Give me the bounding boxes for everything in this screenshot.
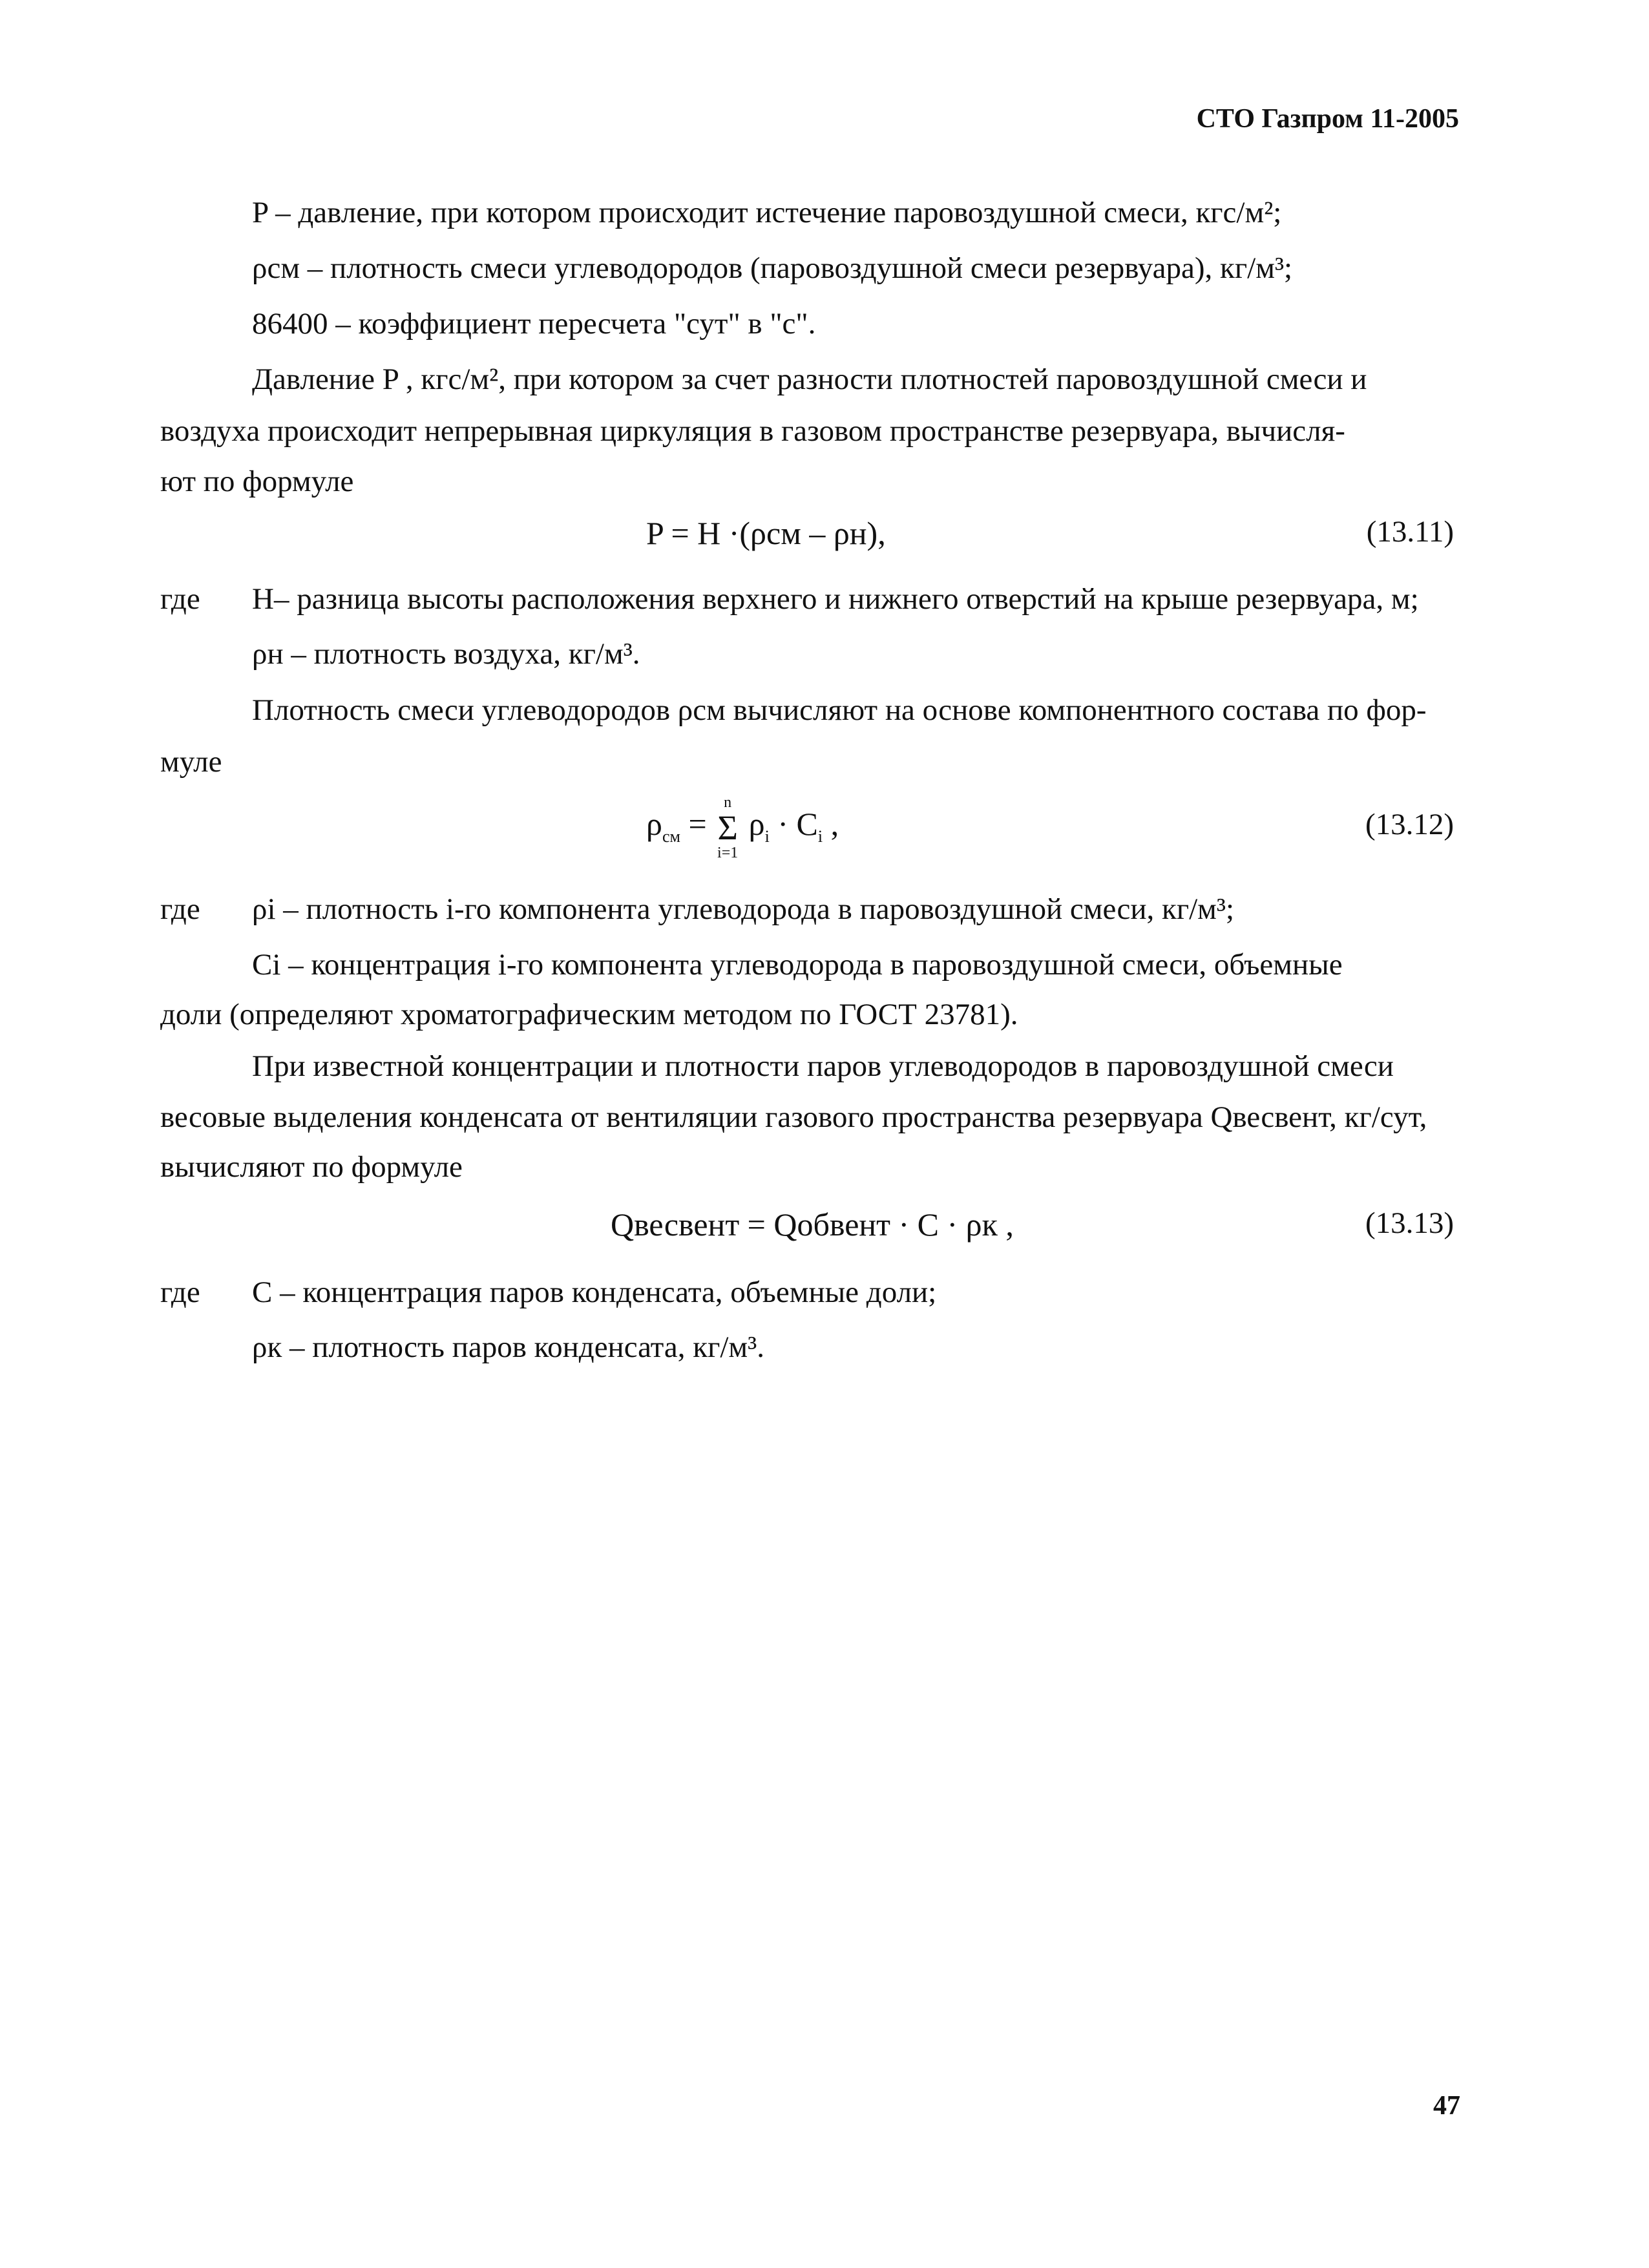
- paragraph-pressure-line-1: Давление P , кгс/м², при котором за счет разности плотностей паровоздушной смеси и: [252, 362, 1367, 396]
- equation-13-12-left: $\rho_{см}$ =: [646, 806, 715, 846]
- equation-13-13-text: Qвесвент = Qобвент · C · ρк ,: [611, 1206, 1014, 1243]
- where-label-1: где: [160, 582, 200, 616]
- definition-rho-i: ρi – плотность i-го компонента углеводорода в паровоздушной смеси, кг/м³;: [252, 892, 1235, 926]
- equation-13-11-text: P = H ·(ρсм – ρн),: [646, 515, 886, 551]
- where-label-2: где: [160, 892, 200, 926]
- equation-13-11: [646, 514, 886, 552]
- paragraph-pressure-line-2: воздуха происходит непрерывная циркуляция в газовом пространстве резервуара, вычисля-: [160, 414, 1345, 448]
- paragraph-condensate-line-1: При известной концентрации и плотности паров углеводородов в паровоздушной смеси: [252, 1049, 1394, 1083]
- paragraph-condensate-line-3: вычисляют по формуле: [160, 1150, 463, 1184]
- paragraph-pressure-line-3: ют по формуле: [160, 465, 354, 498]
- equation-13-13: [611, 1205, 1014, 1244]
- equation-13-12-right: $\rho_i \cdot C_i$ ,: [748, 806, 839, 846]
- definition-rho-sm: ρсм – плотность смеси углеводородов (паровоздушной смеси резервуара), кг/м³;: [252, 251, 1293, 285]
- summation-symbol: Σ n i=1: [715, 810, 740, 845]
- paragraph-density-line-2: муле: [160, 745, 222, 779]
- equation-number-13-11: (13.11): [1366, 515, 1454, 549]
- where-label-3: где: [160, 1276, 200, 1309]
- definition-ci-line-2: доли (определяют хроматографическим методом по ГОСТ 23781).: [160, 998, 1018, 1031]
- definition-rho-n: ρн – плотность воздуха, кг/м³.: [252, 637, 640, 671]
- equation-number-13-13: (13.13): [1365, 1206, 1454, 1240]
- definition-h: H– разница высоты расположения верхнего и нижнего отверстий на крыше резервуара, м;: [252, 582, 1419, 616]
- definition-86400: 86400 – коэффициент пересчета "сут" в "с".: [252, 307, 816, 341]
- paragraph-condensate-line-2: весовые выделения конденсата от вентиляции газового пространства резервуара Qвесвент, кг/сут,: [160, 1100, 1427, 1134]
- definition-p: P – давление, при котором происходит истечение паровоздушной смеси, кгс/м²;: [252, 196, 1282, 229]
- summation-top-limit: n: [724, 793, 732, 811]
- page-number: 47: [1433, 2091, 1460, 2121]
- equation-13-12: [646, 793, 839, 861]
- summation-bottom-limit: i=1: [717, 844, 739, 861]
- paragraph-density-line-1: Плотность смеси углеводородов ρсм вычисляют на основе компонентного состава по фор-: [252, 693, 1427, 727]
- document-header: СТО Газпром 11-2005: [1196, 104, 1459, 134]
- equation-number-13-12: (13.12): [1365, 808, 1454, 841]
- definition-ci-line-1: Ci – концентрация i-го компонента углеводорода в паровоздушной смеси, объемные: [252, 948, 1343, 982]
- definition-rho-k: ρк – плотность паров конденсата, кг/м³.: [252, 1330, 765, 1364]
- definition-c: C – концентрация паров конденсата, объемные доли;: [252, 1276, 937, 1309]
